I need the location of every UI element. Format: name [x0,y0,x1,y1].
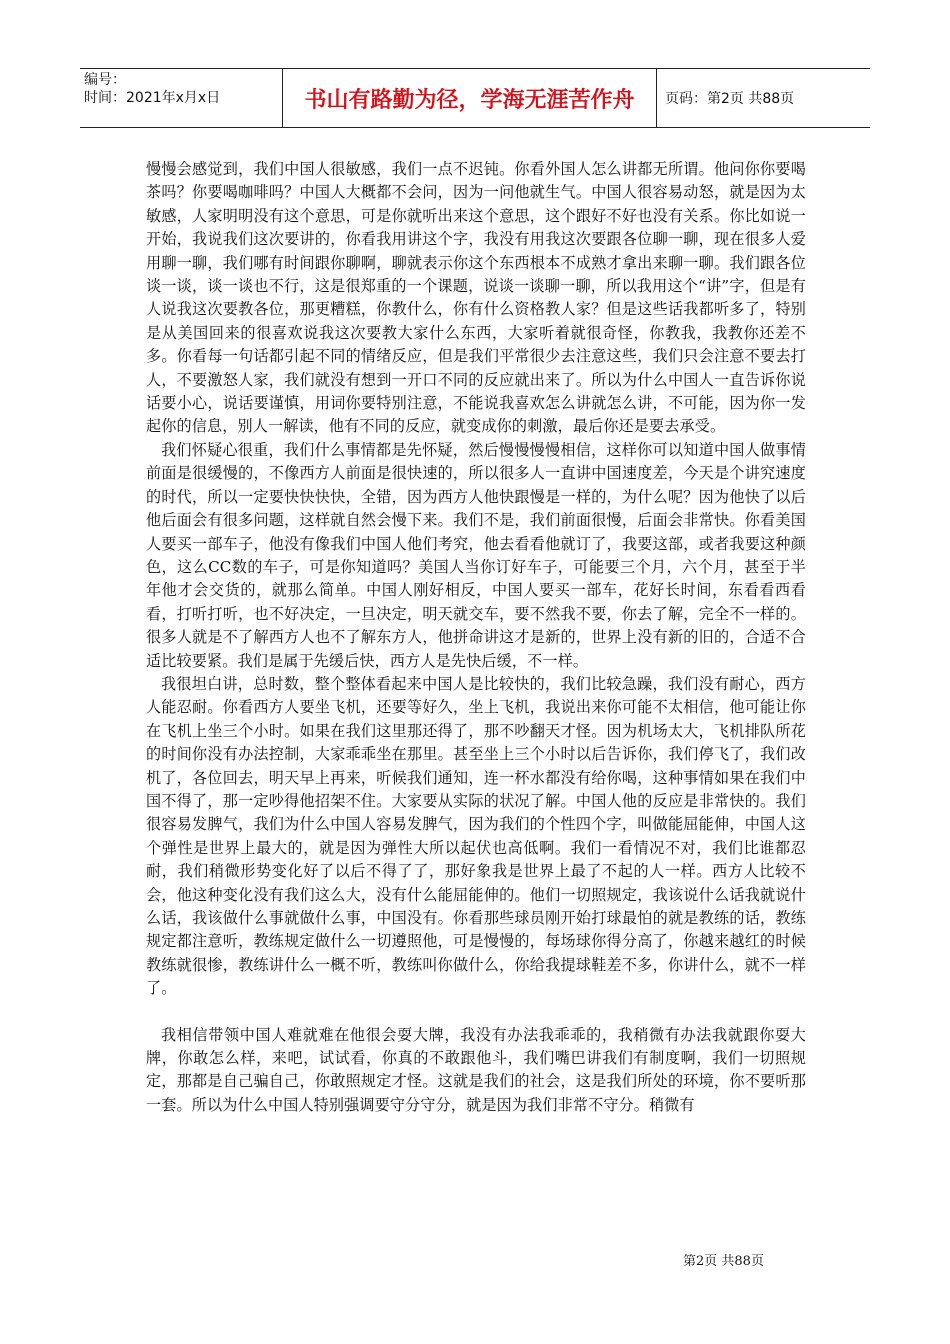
header-motto: 书山有路勤为径，学海无涯苦作舟 [283,69,657,127]
document-number-label: 编号： [84,72,126,88]
body-paragraph: 我们怀疑心很重，我们什么事情都是先怀疑，然后慢慢慢慢相信，这样你可以知道中国人做事情前面是很缓慢的，不像西方人前面是很快速的，所以很多人一直讲中国速度差，今天是个讲究速度的时代，所以一定要快快快快，全错，因为西方人他快跟慢是一样的，为什么呢？因为他快了以后他后面会有很多问题，这样就自然会慢下来。我们不是，我们前面很慢，后面会非常快。你看美国人要买一部车子，他没有像我们中国人他们考究，他去看看他就订了，我要这部，或者我要这种颜色，这么CC数的车子，可是你知道吗？美国人当你订好车子，可能要三个月，六个月，甚至于半年他才会交货的，就那么简单。中国人刚好相反，中国人要买一部车，花好长时间，东看看西看看，打听打听，也不好决定，一旦决定，明天就交车，要不然我不要，你去了解，完全不一样的。很多人就是不了解西方人也不了解东方人，他拼命讲这才是新的，世界上没有新的旧的，合适不合适比较要紧。我们是属于先缓后快，西方人是先快后缓，不一样。 [146,440,806,670]
body-paragraph: 慢慢会感觉到，我们中国人很敏感，我们一点不迟钝。你看外国人怎么讲都无所谓。他问你你要喝茶吗？你要喝咖啡吗？中国人大概都不会问，因为一问他就生气。中国人很容易动怒，就是因为太敏感，人家明明没有这个意思，可是你就听出来这个意思，这个跟好不好也没有关系。你比如说一开始，我说我们这次要讲的，你看我用讲这个字，我没有用我这次要跟各位聊一聊，现在很多人爱用聊一聊，我们哪有时间跟你聊啊，聊就表示你这个东西根本不成熟才拿出来聊一聊。我们跟各位谈一谈，谈一谈也不行，这是很郑重的一个课题，说谈一谈聊一聊，所以我用这个“讲”字，但是有人说我这次要教各位，那更糟糕，你教什么，你有什么资格教人家？但是这些话我都听多了，特别是从美国回来的很喜欢说我这次要教大家什么东西，大家听着就很奇怪，你教我，我教你还差不多。你看每一句话都引起不同的情绪反应，但是我们平常很少去注意这些，我们只会注意不要去打人，不要激怒人家，我们就没有想到一开口不同的反应就出来了。所以为什么中国人一直告诉你说话要小心，说话要谨慎，用词你要特别注意，不能说我喜欢怎么讲就怎么讲，不可能，因为你一发起你的信息，别人一解读，他有不同的反应，就变成你的刺激，最后你还是要去承受。 [146,160,806,436]
document-time-label: 时间：2021年x月x日 [84,90,221,106]
body-paragraph: 我很坦白讲，总时数，整个整体看起来中国人是比较快的，我们比较急躁，我们没有耐心，西方人能忍耐。你看西方人要坐飞机，还要等好久，坐上飞机，我说出来你可能不太相信，他可能让你在飞机上坐三个小时。如果在我们这里那还得了，那不吵翻天才怪。因为机场太大，飞机排队所花的时间你没有办法控制，大家乖乖坐在那里。甚至坐上三个小时以后告诉你，我们停飞了，我们改机了，各位回去，明天早上再来，听候我们通知，连一杯水都没有给你喝，这种事情如果在我们中国不得了，那一定吵得他招架不住。大家要从实际的状况了解。中国人他的反应是非常快的。我们很容易发脾气，我们为什么中国人容易发脾气，因为我们的个性四个字，叫做能屈能伸，中国人这个弹性是世界上最大的，就是因为弹性大所以起伏也高低啊。我们一看情况不对，我们比谁都忍耐，我们稍微形势变化好了以后不得了了，那好象我是世界上最了不起的人一样。西方人比较不会，他这种变化没有我们这么大，没有什么能屈能伸的。他们一切照规定，我该说什么话我就说什么话，我该做什么事就做什么事，中国没有。你看那些球员刚开始打球最怕的就是教练的话，教练规定都注意听，教练规定做什么一切遵照他，可是慢慢的，每场球你得分高了，你越来越红的时候教练就很惨，教练讲什么一概不听，教练叫你做什么，你给我提球鞋差不多，你讲什么，就不一样了。 [146,674,806,998]
header-meta [80,69,283,127]
body-paragraph: 我相信带领中国人难就难在他很会耍大牌，我没有办法我乖乖的，我稍微有办法我就跟你耍大牌，你敢怎么样，来吧，试试看，你真的不敢跟他斗，我们嘴巴讲我们有制度啊，我们一切照规定，那都是自己骗自己，你敢照规定才怪。这就是我们的社会，这是我们所处的环境，你不要听那一套。所以为什么中国人特别强调要守分守分，就是因为我们非常不守分。稍微有 [146,1025,806,1114]
header-page-code: 页码：第2页 共88页 [665,91,795,107]
document-body [146,158,806,1117]
page-footer: 第2页 共88页 [683,1254,764,1269]
page-header [80,68,870,128]
